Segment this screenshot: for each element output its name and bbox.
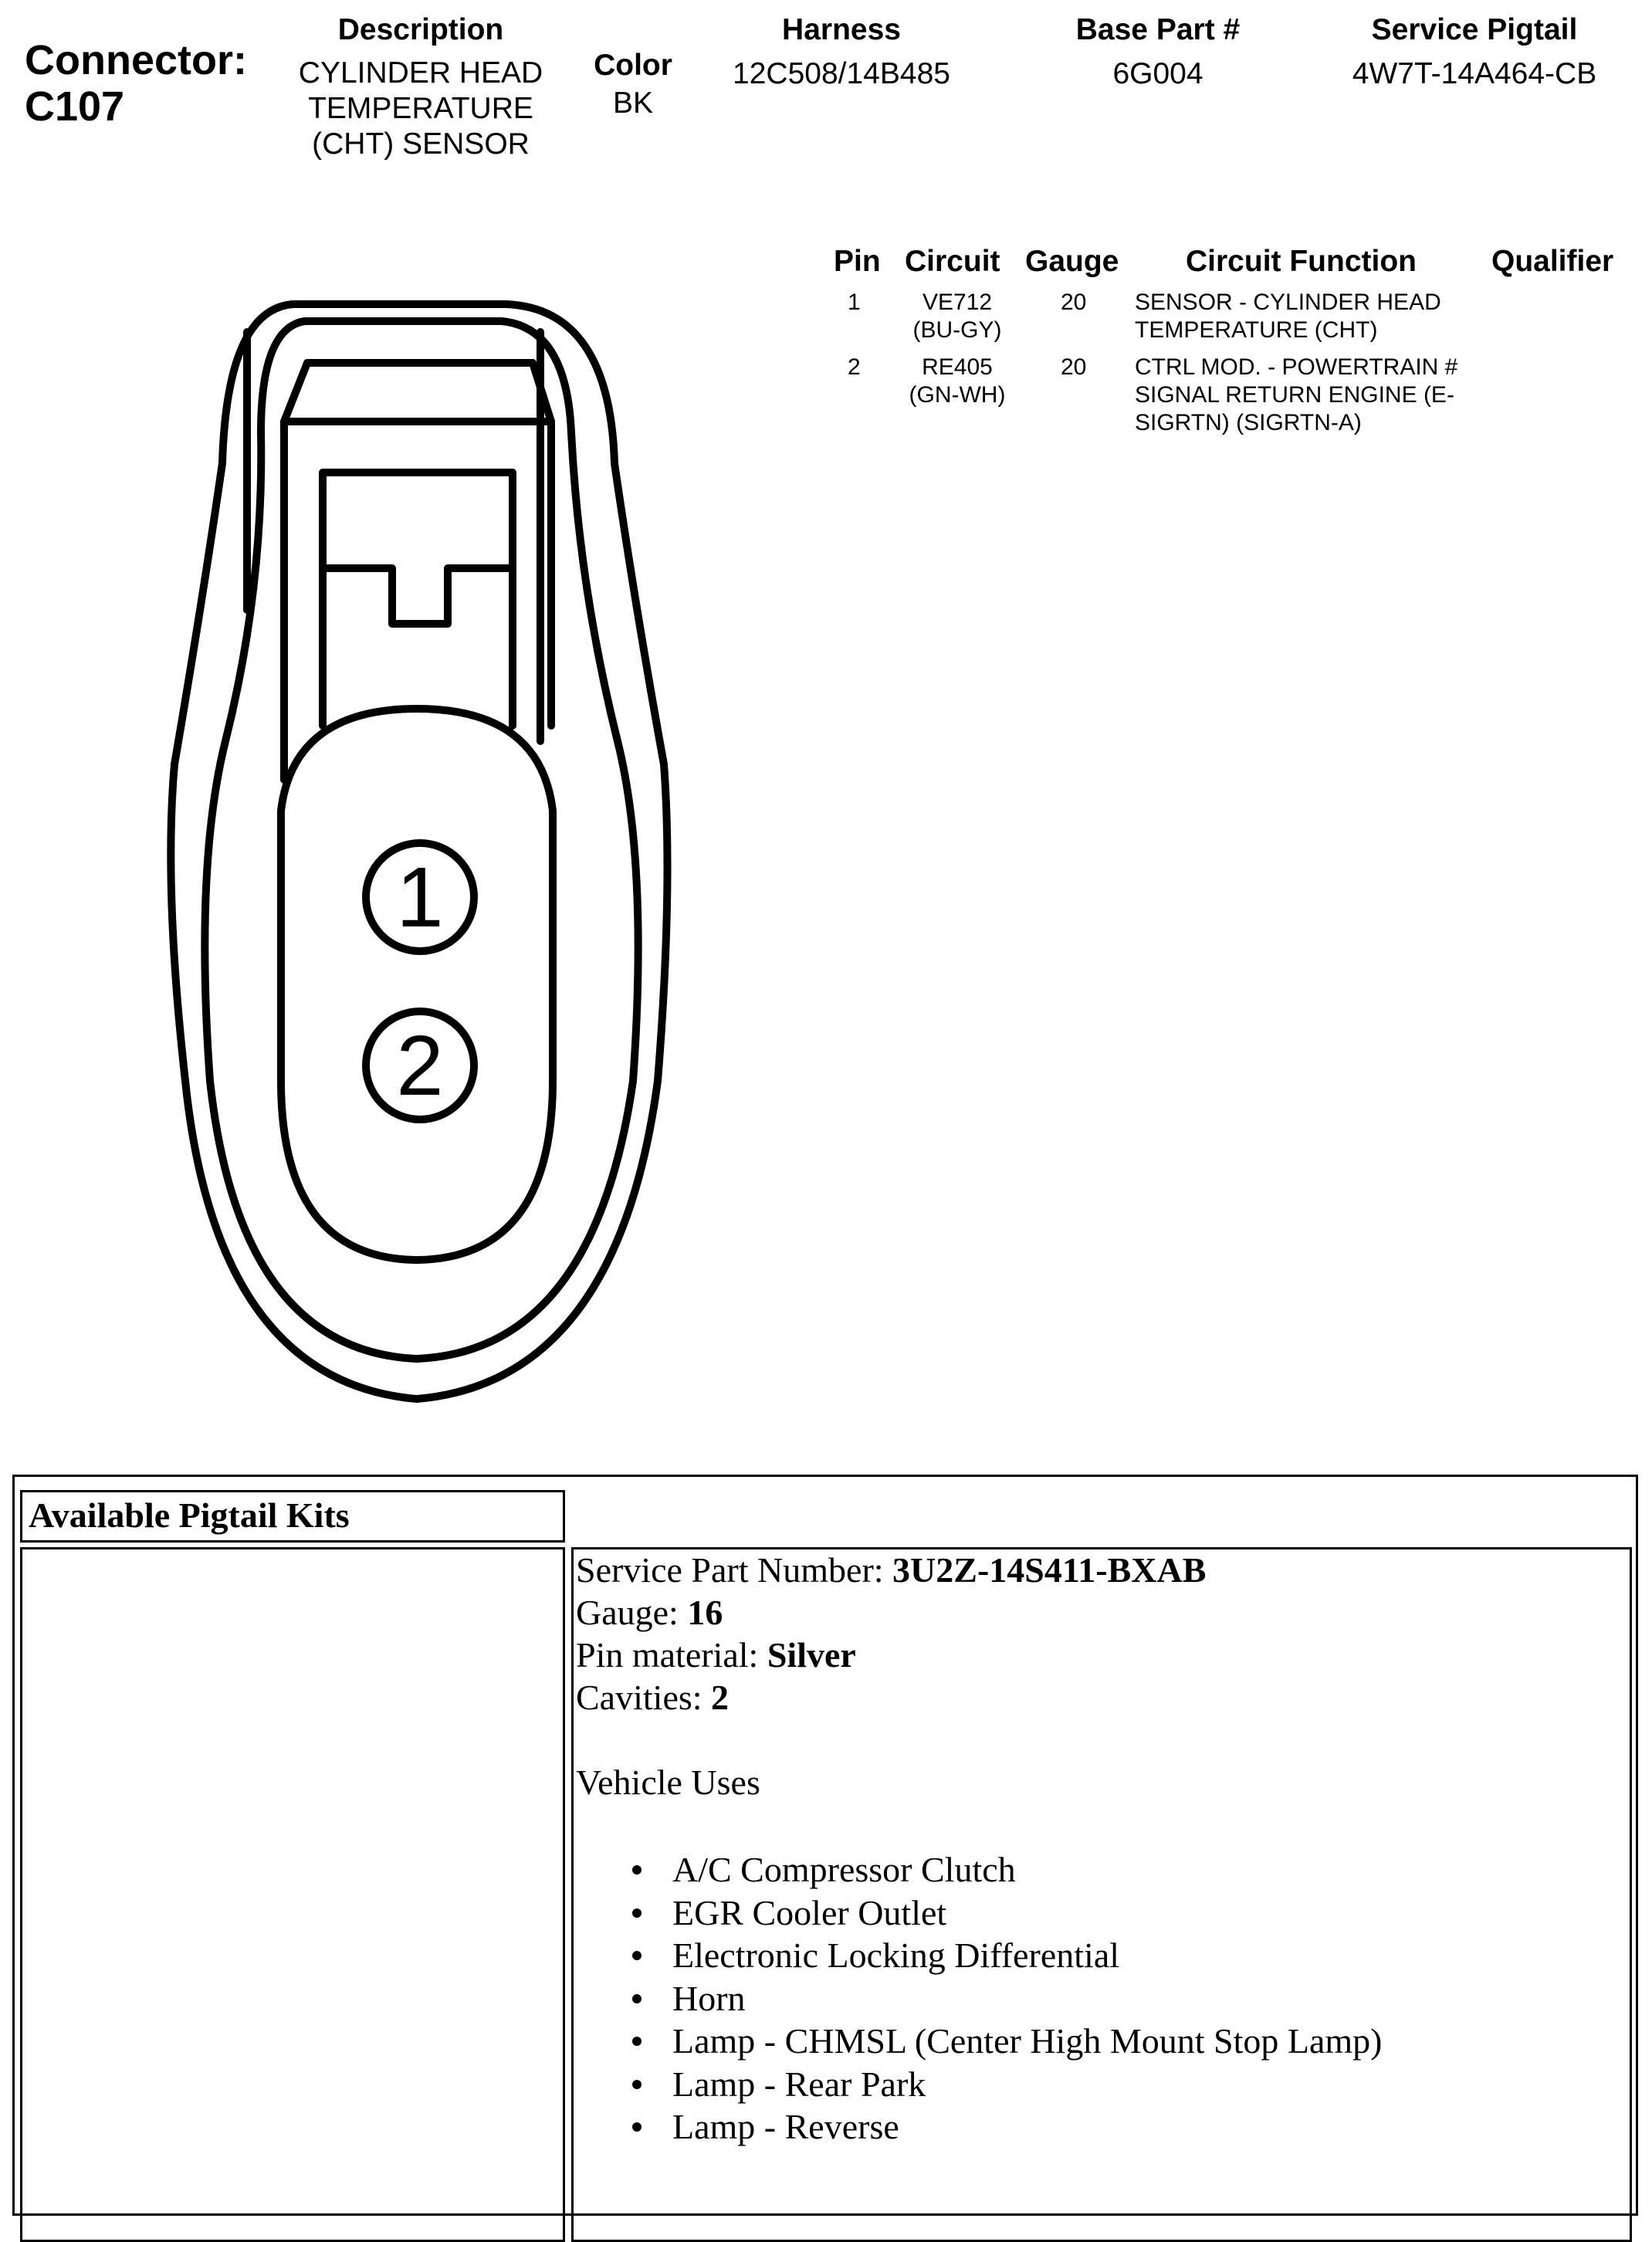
function-cell	[1135, 289, 1441, 344]
description-line: (CHT) SENSOR	[312, 127, 530, 161]
gauge-value: 16	[687, 1593, 723, 1632]
pin-material-row	[576, 1634, 1382, 1676]
vehicle-uses-list	[576, 1848, 1382, 2149]
connector-id: C107	[25, 83, 125, 130]
description-line: CYLINDER HEAD	[298, 56, 543, 90]
latch-outline	[284, 363, 551, 422]
cavities-row	[576, 1676, 1382, 1719]
base-part-value: 6G004	[1112, 57, 1203, 90]
vehicle-use-label: Horn	[672, 1978, 746, 2018]
harness-value: 12C508/14B485	[733, 57, 950, 90]
function-line: SIGNAL RETURN ENGINE (E-	[1135, 382, 1454, 408]
bullet-icon	[632, 1994, 642, 2003]
bullet-icon	[632, 2080, 642, 2089]
gauge-column-header: Gauge	[1025, 245, 1119, 278]
circuit-color: (BU-GY)	[912, 317, 1002, 343]
base-part-column	[1034, 12, 1281, 93]
pigtail-kits-header-cell	[20, 1490, 565, 1543]
color-value: BK	[612, 86, 654, 120]
list-item	[576, 1891, 1382, 1935]
service-part-label: Service Part Number:	[576, 1550, 893, 1590]
cavities-label: Cavities:	[576, 1678, 712, 1717]
pin-column-header: Pin	[834, 245, 881, 278]
qualifier-column-header: Qualifier	[1491, 245, 1614, 278]
function-line: SENSOR - CYLINDER HEAD	[1135, 290, 1441, 315]
keyway-notch	[324, 568, 511, 624]
description-line: TEMPERATURE	[308, 92, 533, 125]
vehicle-use-label: Lamp - CHMSL (Center High Mount Stop Lamp)	[672, 2021, 1383, 2061]
gauge-label: Gauge:	[576, 1593, 688, 1632]
vehicle-use-label: Lamp - Rear Park	[672, 2064, 926, 2104]
connector-label: Connector:	[25, 37, 247, 83]
bullet-icon	[632, 1908, 642, 1918]
list-item	[576, 2105, 1382, 2149]
circuit-cell	[888, 289, 1027, 344]
circuit-id: RE405	[922, 354, 993, 380]
bullet-icon	[632, 2122, 642, 2132]
service-part-row	[576, 1549, 1382, 1591]
circuit-cell	[888, 354, 1027, 409]
circuit-column-header: Circuit	[905, 245, 1000, 278]
service-part-value: 3U2Z-14S411-BXAB	[892, 1550, 1207, 1590]
service-pigtail-label: Service Pigtail	[1371, 13, 1578, 46]
vehicle-use-label: Electronic Locking Differential	[672, 1936, 1120, 1975]
pin-1-label: 1	[396, 850, 444, 945]
function-cell	[1135, 354, 1457, 437]
pin-2-label: 2	[396, 1018, 444, 1113]
circuit-color: (GN-WH)	[909, 382, 1006, 408]
service-pigtail-value: 4W7T-14A464-CB	[1352, 57, 1597, 90]
vehicle-use-label: EGR Cooler Outlet	[672, 1892, 947, 1932]
gauge-cell: 20	[1061, 290, 1087, 315]
vehicle-uses-heading: Vehicle Uses	[576, 1763, 760, 1802]
vehicle-use-label: Lamp - Reverse	[672, 2107, 899, 2146]
vehicle-use-label: A/C Compressor Clutch	[672, 1850, 1016, 1889]
function-column-header: Circuit Function	[1186, 245, 1417, 278]
pin-number: 2	[848, 354, 861, 380]
pin-number: 1	[848, 290, 861, 315]
list-item	[576, 1934, 1382, 1977]
function-line: SIGRTN) (SIGRTN-A)	[1135, 410, 1362, 435]
service-pigtail-column	[1312, 12, 1637, 93]
pigtail-kit-details	[576, 1549, 1382, 2149]
pin-material-value: Silver	[767, 1635, 856, 1675]
pigtail-kit-image-cell	[20, 1547, 565, 2242]
function-line: CTRL MOD. - POWERTRAIN #	[1135, 354, 1458, 380]
keyway-outline	[323, 472, 513, 726]
function-line: TEMPERATURE (CHT)	[1135, 317, 1378, 343]
circuit-id: VE712	[922, 290, 993, 315]
connector-face-diagram	[0, 0, 772, 1467]
list-item	[576, 2063, 1382, 2106]
bullet-icon	[632, 1865, 642, 1875]
base-part-label: Base Part #	[1075, 13, 1241, 46]
list-item	[576, 1848, 1382, 1891]
gauge-cell: 20	[1061, 354, 1087, 380]
pin-material-label: Pin material:	[576, 1635, 767, 1675]
color-label: Color	[594, 49, 672, 82]
harness-label: Harness	[782, 13, 901, 46]
pigtail-kits-title: Available Pigtail Kits	[29, 1495, 350, 1535]
list-item	[576, 1977, 1382, 2020]
bullet-icon	[632, 1951, 642, 1960]
bullet-icon	[632, 2037, 642, 2046]
pin-cavity-housing	[281, 709, 553, 1260]
gauge-row	[576, 1591, 1382, 1634]
description-label: Description	[337, 13, 504, 46]
list-item	[576, 2020, 1382, 2063]
cavities-value: 2	[711, 1678, 730, 1717]
